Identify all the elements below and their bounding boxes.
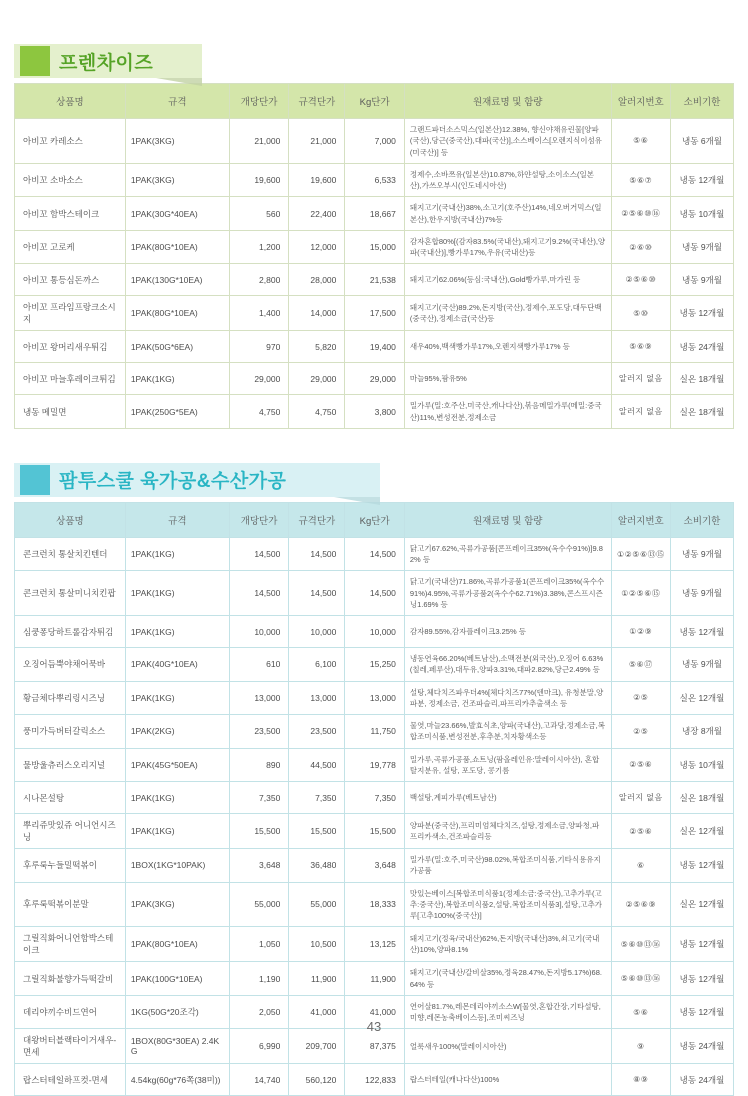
spec-price-cell: 5,820 — [289, 331, 345, 363]
spec-cell: 1PAK(1KG) — [125, 782, 229, 814]
product-name-cell: 후루룩누들밀떡볶이 — [15, 849, 126, 883]
shelf-life-cell: 냉동 12개월 — [671, 849, 734, 883]
spec-price-cell: 14,500 — [289, 571, 345, 616]
spec-cell: 1PAK(2KG) — [125, 715, 229, 749]
ingredients-cell: 돼지고기62.06%(등심:국내산),Gold빵가루,마가린 등 — [404, 264, 611, 296]
column-header: 알러지번호 — [611, 502, 671, 537]
unit-price-cell: 610 — [229, 648, 289, 682]
spec-price-cell: 28,000 — [289, 264, 345, 296]
unit-price-cell: 55,000 — [229, 882, 289, 927]
unit-price-cell: 1,400 — [229, 296, 289, 331]
table-row — [15, 363, 734, 395]
shelf-life-cell: 냉동 12개월 — [671, 927, 734, 962]
section-banner — [14, 463, 380, 497]
spec-price-cell: 36,480 — [289, 849, 345, 883]
product-name-cell: 대왕버터블랙타이거새우-면세 — [15, 1029, 126, 1064]
unit-price-cell: 1,050 — [229, 927, 289, 962]
ingredients-cell: 냉동연육66.20%(베트남산),소맥전분(외국산),오징어 6.63%(칠레,페루산),대두유,양파3.31%,대파2.82%,당근2.49% 등 — [404, 648, 611, 682]
spec-cell: 1PAK(1KG) — [125, 814, 229, 849]
ingredients-cell: 맛있는베이스[복합조미식품1(정제소금:중국산),고추가루(고추:중국산),복합조미식품2,설탕,복합조미식품3],설탕,고추가루[고추100%(중국산)] — [404, 882, 611, 927]
unit-price-cell: 2,050 — [229, 995, 289, 1029]
spec-cell: 1PAK(3KG) — [125, 163, 229, 197]
table-row — [15, 849, 734, 883]
spec-price-cell: 209,700 — [289, 1029, 345, 1064]
ingredients-cell: 랍스터테일(캐나다산)100% — [404, 1064, 611, 1096]
column-header: 소비기한 — [671, 502, 734, 537]
unit-price-cell: 14,500 — [229, 537, 289, 571]
spec-cell: 1PAK(45G*50EA) — [125, 748, 229, 782]
allergy-number-cell: ⑤⑥ — [611, 119, 671, 164]
ingredients-cell: 돼지고기(국내산)38%,소고기(호주산)14%,네오버거믹스(일본산),한우지방(국내산)7%등 — [404, 197, 611, 231]
unit-price-cell: 7,350 — [229, 782, 289, 814]
spec-cell: 1PAK(1KG) — [125, 537, 229, 571]
ingredients-cell: 닭고기67.62%,곡류가공품[콘프레이크35%(옥수수91%)]9.82% 등 — [404, 537, 611, 571]
table-row — [15, 962, 734, 996]
product-name-cell: 뿌리쥬맛있쥬 어니언시즈닝 — [15, 814, 126, 849]
allergy-number-cell: ②⑥⑩ — [611, 230, 671, 264]
ingredients-cell: 돼지고기(국내산/갈비살35%,정육28.47%,돈지방5.17%)68.64% 등 — [404, 962, 611, 996]
kg-price-cell: 29,000 — [345, 363, 405, 395]
allergy-number-cell: ②⑤⑥ — [611, 748, 671, 782]
spec-cell: 1BOX(80G*30EA) 2.4KG — [125, 1029, 229, 1064]
allergy-number-cell: ⑤⑥⑨ — [611, 331, 671, 363]
ingredients-cell: 돼지고기(국산)89.2%,돈지방(국산),정제수,포도당,대두단백(중국산),정제소금(국산)등 — [404, 296, 611, 331]
unit-price-cell: 15,500 — [229, 814, 289, 849]
product-name-cell: 아비꼬 프라임프랑크소시지 — [15, 296, 126, 331]
shelf-life-cell: 냉동 6개월 — [671, 119, 734, 164]
kg-price-cell: 13,000 — [345, 681, 405, 715]
table-row — [15, 331, 734, 363]
spec-price-cell: 14,500 — [289, 537, 345, 571]
ingredients-cell: 밀가루(밀:호주산,미국산,캐나다산),볶음메밀가루(메밀:중국산)11%,변성전분,정제소금 — [404, 395, 611, 429]
allergy-number-cell: ①②⑨ — [611, 616, 671, 648]
table-row — [15, 1064, 734, 1096]
allergy-number-cell: 알러지 없음 — [611, 363, 671, 395]
unit-price-cell: 23,500 — [229, 715, 289, 749]
spec-price-cell: 560,120 — [289, 1064, 345, 1096]
ingredients-cell: 감자89.55%,감자플레이크3.25% 등 — [404, 616, 611, 648]
column-header: 소비기한 — [671, 84, 734, 119]
unit-price-cell: 2,800 — [229, 264, 289, 296]
table-row — [15, 571, 734, 616]
product-name-cell: 아비꼬 고로케 — [15, 230, 126, 264]
spec-price-cell: 41,000 — [289, 995, 345, 1029]
product-name-cell: 아비꼬 함박스테이크 — [15, 197, 126, 231]
kg-price-cell: 14,500 — [345, 537, 405, 571]
kg-price-cell: 18,667 — [345, 197, 405, 231]
ingredients-cell: 물엿,마늘23.66%,발효식초,양파(국내산),고과당,정제소금,복합조미식품,변성전분,후추분,치자황색소등 — [404, 715, 611, 749]
product-name-cell: 황금체다뿌리링시즈닝 — [15, 681, 126, 715]
spec-price-cell: 15,500 — [289, 814, 345, 849]
unit-price-cell: 19,600 — [229, 163, 289, 197]
allergy-number-cell: ⑤⑥⑩⑬⑯ — [611, 927, 671, 962]
column-header: 원재료명 및 함량 — [404, 84, 611, 119]
unit-price-cell: 14,500 — [229, 571, 289, 616]
shelf-life-cell: 냉동 12개월 — [671, 296, 734, 331]
column-header: 규격 — [125, 502, 229, 537]
section-marker-icon — [20, 465, 50, 495]
shelf-life-cell: 냉장 8개월 — [671, 715, 734, 749]
table-row — [15, 1029, 734, 1064]
shelf-life-cell: 냉동 24개월 — [671, 331, 734, 363]
shelf-life-cell: 냉동 12개월 — [671, 616, 734, 648]
table-row — [15, 537, 734, 571]
product-name-cell: 데리야끼수비드연어 — [15, 995, 126, 1029]
allergy-number-cell: ⑤⑩ — [611, 296, 671, 331]
kg-price-cell: 7,000 — [345, 119, 405, 164]
table-row — [15, 395, 734, 429]
kg-price-cell: 14,500 — [345, 571, 405, 616]
unit-price-cell: 560 — [229, 197, 289, 231]
unit-price-cell: 3,648 — [229, 849, 289, 883]
ingredients-cell: 연어살81.7%,레몬데리야끼소스W[물엿,혼합간장,기타설탕,미향,레몬농축베이스등],조미씨즈닝 — [404, 995, 611, 1029]
spec-cell: 4.54kg(60g*76쪽(38미)) — [125, 1064, 229, 1096]
column-header: 상품명 — [15, 84, 126, 119]
allergy-number-cell: 알러지 없음 — [611, 395, 671, 429]
table-row — [15, 681, 734, 715]
ingredients-cell: 닭고기(국내산)71.86%,곡류가공품1(콘프레이크35%(옥수수91%)4.95%,곡류가공품2(옥수수62.71%)3.38%,콘스프시즌닝1.69% 등 — [404, 571, 611, 616]
allergy-number-cell: ⑤⑥⑩⑬⑯ — [611, 962, 671, 996]
allergy-number-cell: ①②⑤⑥⑬⑮ — [611, 537, 671, 571]
unit-price-cell: 29,000 — [229, 363, 289, 395]
ingredients-cell: 얼룩새우100%(말레이시아산) — [404, 1029, 611, 1064]
table-row — [15, 648, 734, 682]
allergy-number-cell: ②⑤ — [611, 681, 671, 715]
allergy-number-cell: ⑤⑥⑦ — [611, 163, 671, 197]
shelf-life-cell: 실온 12개월 — [671, 882, 734, 927]
table-row — [15, 119, 734, 164]
product-name-cell: 시나몬설탕 — [15, 782, 126, 814]
spec-cell: 1PAK(80G*10EA) — [125, 230, 229, 264]
product-name-cell: 아비꼬 소바소스 — [15, 163, 126, 197]
product-name-cell: 아비꼬 통등심돈까스 — [15, 264, 126, 296]
spec-cell: 1PAK(130G*10EA) — [125, 264, 229, 296]
ingredients-cell: 새우40%,백색빵가루17%,오렌지색빵가루17% 등 — [404, 331, 611, 363]
shelf-life-cell: 실온 18개월 — [671, 782, 734, 814]
kg-price-cell: 6,533 — [345, 163, 405, 197]
spec-price-cell: 4,750 — [289, 395, 345, 429]
shelf-life-cell: 냉동 10개월 — [671, 748, 734, 782]
unit-price-cell: 14,740 — [229, 1064, 289, 1096]
product-name-cell: 심쿵퐁당하트롤감자튀김 — [15, 616, 126, 648]
ingredients-cell: 양파분(중국산),프리미엄체다치즈,설탕,정제소금,양파청,파프리카색소,건조파슬리등 — [404, 814, 611, 849]
kg-price-cell: 3,800 — [345, 395, 405, 429]
unit-price-cell: 1,190 — [229, 962, 289, 996]
kg-price-cell: 19,778 — [345, 748, 405, 782]
spec-cell: 1PAK(80G*10EA) — [125, 296, 229, 331]
spec-price-cell: 6,100 — [289, 648, 345, 682]
table-row — [15, 296, 734, 331]
shelf-life-cell: 냉동 12개월 — [671, 163, 734, 197]
spec-cell: 1PAK(1KG) — [125, 681, 229, 715]
spec-cell: 1PAK(40G*10EA) — [125, 648, 229, 682]
shelf-life-cell: 냉동 9개월 — [671, 230, 734, 264]
spec-price-cell: 7,350 — [289, 782, 345, 814]
section-title: 프렌차이즈 — [59, 52, 154, 74]
shelf-life-cell: 냉동 10개월 — [671, 197, 734, 231]
unit-price-cell: 890 — [229, 748, 289, 782]
kg-price-cell: 19,400 — [345, 331, 405, 363]
unit-price-cell: 10,000 — [229, 616, 289, 648]
table-row — [15, 782, 734, 814]
table-row — [15, 927, 734, 962]
shelf-life-cell: 냉동 9개월 — [671, 571, 734, 616]
product-name-cell: 콘크런치 통살치킨텐더 — [15, 537, 126, 571]
shelf-life-cell: 냉동 24개월 — [671, 1064, 734, 1096]
kg-price-cell: 15,500 — [345, 814, 405, 849]
shelf-life-cell: 냉동 9개월 — [671, 264, 734, 296]
column-header: Kg단가 — [345, 84, 405, 119]
ingredients-cell: 밀가루,곡류가공품,쇼트닝(팜올레인유:말레이시아산), 혼합탈지분유, 설탕, 포도당, 콩기름 — [404, 748, 611, 782]
allergy-number-cell: ⑧⑨ — [611, 1064, 671, 1096]
shelf-life-cell: 냉동 12개월 — [671, 962, 734, 996]
shelf-life-cell: 냉동 9개월 — [671, 537, 734, 571]
ingredients-cell: 그랜드파더소스믹스(일본산)12.38%, 향신야채유린물[양파(국산),당근(중국산),대파(국산)],소스베이스[오렌지식이섬유(미국산)] 등 — [404, 119, 611, 164]
spec-cell: 1PAK(3KG) — [125, 882, 229, 927]
table-header-row — [15, 502, 734, 537]
ingredients-cell: 돼지고기(정육/국내산)62%,돈지방(국내산)3%,쇠고기(국내산)10%,양파8.1% — [404, 927, 611, 962]
table-header-row — [15, 84, 734, 119]
column-header: Kg단가 — [345, 502, 405, 537]
shelf-life-cell: 냉동 9개월 — [671, 648, 734, 682]
section-marker-icon — [20, 46, 50, 76]
spec-cell: 1PAK(1KG) — [125, 363, 229, 395]
unit-price-cell: 6,990 — [229, 1029, 289, 1064]
spec-price-cell: 12,000 — [289, 230, 345, 264]
table-row — [15, 616, 734, 648]
shelf-life-cell: 실온 12개월 — [671, 814, 734, 849]
product-name-cell: 물방울츄러스오리지널 — [15, 748, 126, 782]
kg-price-cell: 21,538 — [345, 264, 405, 296]
product-name-cell: 풍미가득버터갈릭소스 — [15, 715, 126, 749]
allergy-number-cell: ⑤⑥⑰ — [611, 648, 671, 682]
allergy-number-cell: ②⑤⑥⑩⑯ — [611, 197, 671, 231]
table-row — [15, 230, 734, 264]
spec-price-cell: 23,500 — [289, 715, 345, 749]
page-number: 43 — [366, 1019, 382, 1034]
allergy-number-cell: ①②⑤⑥⑮ — [611, 571, 671, 616]
allergy-number-cell: ②⑤⑥⑩ — [611, 264, 671, 296]
spec-price-cell: 19,600 — [289, 163, 345, 197]
spec-price-cell: 14,000 — [289, 296, 345, 331]
product-name-cell: 아비꼬 카레소스 — [15, 119, 126, 164]
product-name-cell: 후루룩떡볶이분말 — [15, 882, 126, 927]
allergy-number-cell: 알러지 없음 — [611, 782, 671, 814]
kg-price-cell: 41,000 — [345, 995, 405, 1029]
spec-price-cell: 21,000 — [289, 119, 345, 164]
spec-cell: 1PAK(50G*6EA) — [125, 331, 229, 363]
allergy-number-cell: ⑤⑥ — [611, 995, 671, 1029]
unit-price-cell: 13,000 — [229, 681, 289, 715]
shelf-life-cell: 냉동 24개월 — [671, 1029, 734, 1064]
spec-cell: 1PAK(250G*5EA) — [125, 395, 229, 429]
spec-cell: 1PAK(1KG) — [125, 616, 229, 648]
table-row — [15, 814, 734, 849]
shelf-life-cell: 냉동 12개월 — [671, 995, 734, 1029]
product-name-cell: 그릴직화불향가득떡갈비 — [15, 962, 126, 996]
ingredients-cell: 설탕,체다치즈파우더4%[체다치즈77%(덴마크), 유청분말,양파분, 정제소금, 건조파슬리,파프리카추출색소 등 — [404, 681, 611, 715]
spec-cell: 1PAK(80G*10EA) — [125, 927, 229, 962]
spec-cell: 1PAK(3KG) — [125, 119, 229, 164]
ingredients-cell: 마늘95%,팜유5% — [404, 363, 611, 395]
section-banner — [14, 44, 202, 78]
kg-price-cell: 15,000 — [345, 230, 405, 264]
product-name-cell: 콘크런치 통살미니치킨팝 — [15, 571, 126, 616]
unit-price-cell: 1,200 — [229, 230, 289, 264]
spec-cell: 1PAK(100G*10EA) — [125, 962, 229, 996]
spec-price-cell: 10,000 — [289, 616, 345, 648]
kg-price-cell: 87,375 — [345, 1029, 405, 1064]
table-row — [15, 163, 734, 197]
unit-price-cell: 970 — [229, 331, 289, 363]
allergy-number-cell: ⑨ — [611, 1029, 671, 1064]
column-header: 개당단가 — [229, 84, 289, 119]
column-header: 규격 — [125, 84, 229, 119]
product-name-cell: 오징어듬뿍야채어묵바 — [15, 648, 126, 682]
product-name-cell: 아비꼬 왕머리새우튀김 — [15, 331, 126, 363]
ingredients-cell: 밀가루(밀:호주,미국산)98.02%,복합조미식품,기타식용유지가공품 — [404, 849, 611, 883]
allergy-number-cell: ②⑤⑥⑨ — [611, 882, 671, 927]
table-row — [15, 882, 734, 927]
farm-to-school-section — [14, 463, 734, 1096]
section-title: 팜투스쿨 육가공&수산가공 — [59, 471, 287, 493]
column-header: 규격단가 — [289, 84, 345, 119]
spec-price-cell: 11,900 — [289, 962, 345, 996]
product-name-cell: 랍스터테일하프컷-면세 — [15, 1064, 126, 1096]
spec-price-cell: 44,500 — [289, 748, 345, 782]
kg-price-cell: 11,750 — [345, 715, 405, 749]
column-header: 규격단가 — [289, 502, 345, 537]
kg-price-cell: 13,125 — [345, 927, 405, 962]
table-row — [15, 715, 734, 749]
ingredients-cell: 백설탕,계피가루(베트남산) — [404, 782, 611, 814]
spec-cell: 1KG(50G*20조각) — [125, 995, 229, 1029]
allergy-number-cell: ②⑤⑥ — [611, 814, 671, 849]
spec-cell: 1PAK(30G*40EA) — [125, 197, 229, 231]
allergy-number-cell: ②⑤ — [611, 715, 671, 749]
kg-price-cell: 3,648 — [345, 849, 405, 883]
kg-price-cell: 18,333 — [345, 882, 405, 927]
shelf-life-cell: 실온 18개월 — [671, 395, 734, 429]
kg-price-cell: 15,250 — [345, 648, 405, 682]
product-name-cell: 아비꼬 마늘후레이크튀김 — [15, 363, 126, 395]
unit-price-cell: 4,750 — [229, 395, 289, 429]
spec-cell: 1BOX(1KG*10PAK) — [125, 849, 229, 883]
column-header: 상품명 — [15, 502, 126, 537]
unit-price-cell: 21,000 — [229, 119, 289, 164]
franchise-section — [14, 44, 734, 429]
column-header: 알러지번호 — [611, 84, 671, 119]
farm-to-school-table — [14, 502, 734, 1096]
spec-price-cell: 22,400 — [289, 197, 345, 231]
kg-price-cell: 17,500 — [345, 296, 405, 331]
ingredients-cell: 정제수,소바쯔유(일본산)10.87%,하얀설탕,소이소스(일본산),가쓰오부시(인도네시아산) — [404, 163, 611, 197]
table-row — [15, 197, 734, 231]
table-row — [15, 264, 734, 296]
column-header: 원재료명 및 함량 — [404, 502, 611, 537]
product-name-cell: 그릴직화어니언함박스테이크 — [15, 927, 126, 962]
ingredients-cell: 감자혼합80%[(감자83.5%(국내산),돼지고기9.2%(국내산),양파(국내산)],빵가루17%,우유(국내산)등 — [404, 230, 611, 264]
spec-cell: 1PAK(1KG) — [125, 571, 229, 616]
spec-price-cell: 10,500 — [289, 927, 345, 962]
kg-price-cell: 7,350 — [345, 782, 405, 814]
column-header: 개당단가 — [229, 502, 289, 537]
kg-price-cell: 10,000 — [345, 616, 405, 648]
allergy-number-cell: ⑥ — [611, 849, 671, 883]
spec-price-cell: 13,000 — [289, 681, 345, 715]
kg-price-cell: 122,833 — [345, 1064, 405, 1096]
franchise-table — [14, 83, 734, 429]
shelf-life-cell: 실온 18개월 — [671, 363, 734, 395]
spec-price-cell: 55,000 — [289, 882, 345, 927]
kg-price-cell: 11,900 — [345, 962, 405, 996]
table-row — [15, 748, 734, 782]
spec-price-cell: 29,000 — [289, 363, 345, 395]
product-name-cell: 냉동 메밀면 — [15, 395, 126, 429]
shelf-life-cell: 실온 12개월 — [671, 681, 734, 715]
